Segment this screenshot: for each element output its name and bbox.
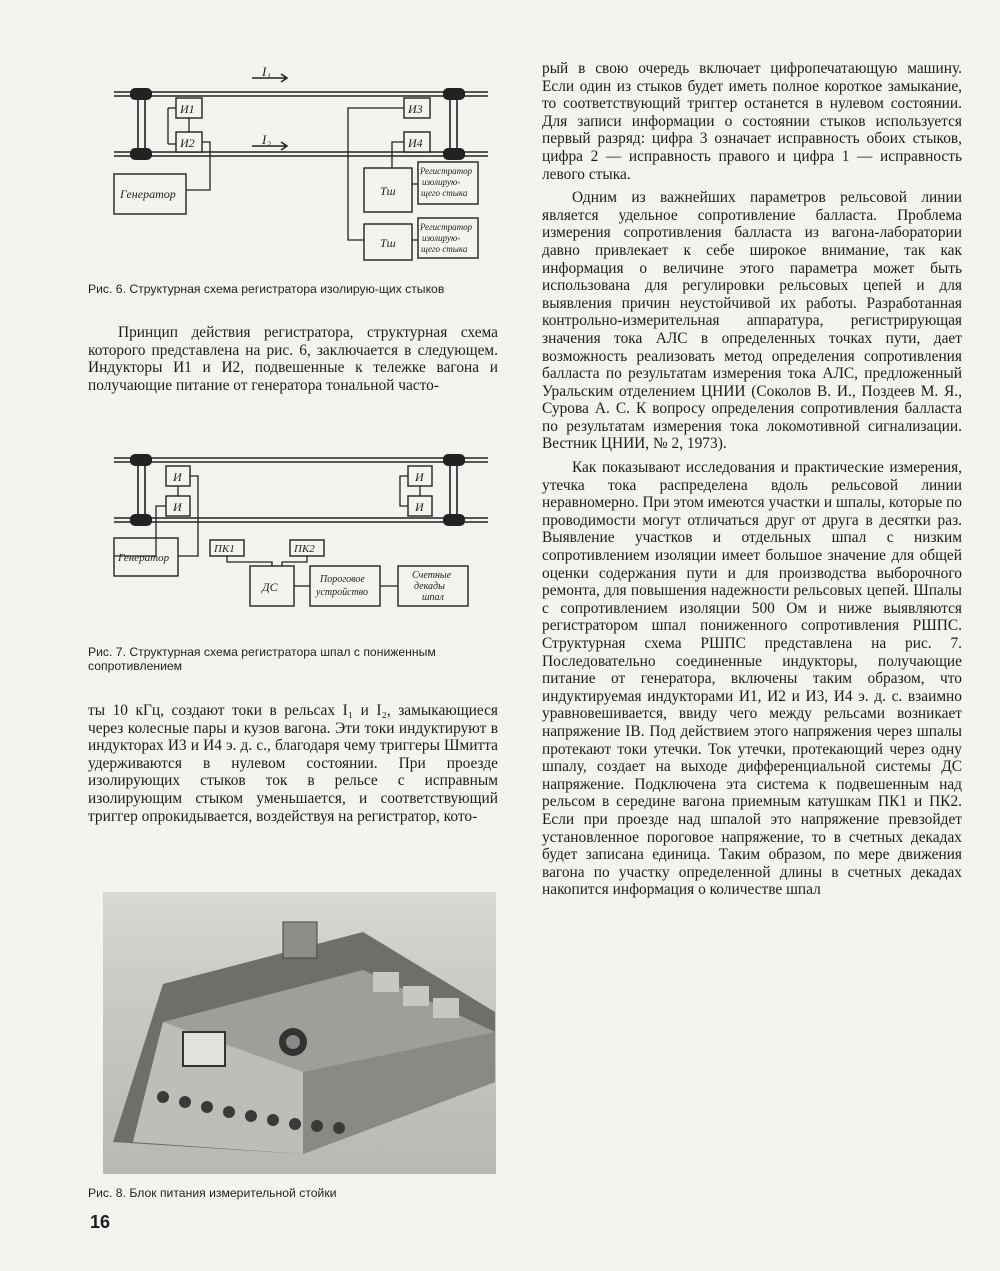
generator-label: Генератор	[118, 552, 170, 564]
trigger-label-1: Тш	[380, 184, 396, 198]
right-paragraph-1: рый в свою очередь включает цифропечатающую машину. Если один из стыков будет иметь полное короткое замыкание, то соответствующий триггер останется в нулевом состоянии. Для записи информации о состоянии стыков используется первый разряд: цифра 3 означает исправность обоих стыков, цифра 2 — исправность правого и цифра 1 — исправность левого стыка.	[542, 60, 962, 183]
inductor-label-1: И1	[180, 102, 195, 116]
decades-line-2: декады	[414, 581, 445, 592]
inductor-label-3: И3	[408, 102, 423, 116]
threshold-line-1: Пороговое	[320, 574, 365, 585]
inductor-label-c: И	[415, 470, 424, 484]
register-2-line-1: Регистратор	[420, 222, 473, 232]
figure-8-caption: Рис. 8. Блок питания измерительной стойки	[88, 1186, 337, 1200]
figure-6-caption: Рис. 6. Структурная схема регистратора изолирую-щих стыков	[88, 282, 445, 296]
register-1-line-2: изолирую-	[422, 177, 461, 187]
register-2-line-2: изолирую-	[422, 233, 461, 243]
inductor-label-4: И4	[408, 136, 423, 150]
current-label-i1: I₁	[262, 64, 271, 79]
figure-6-diagram	[112, 64, 492, 264]
decades-line-1: Счетные	[412, 570, 452, 581]
left-paragraph-2: ты 10 кГц, создают токи в рельсах I₁ и I₂, замыкающиеся через колесные пары и кузов вагона. Эти токи индуктируют в индукторах И3 и И4 э. д. с., благодаря чему триггеры Шмитта удерживаются в нулевом состоянии. При проезде изолирующих стыков ток в рельсе с исправным изолирующим стыком уменьшается, и соответствующий триггер опрокидывается, воздействуя на регистратор, кото-	[88, 702, 498, 825]
left-paragraph-1: Принцип действия регистратора, структурная схема которого представлена на рис. 6, заключается в следующем. Индукторы И1 и И2, подвешенные к тележке вагона и получающие питание от генератора тональной часто-	[88, 324, 498, 394]
figure-7-caption: Рис. 7. Структурная схема регистратора шпал с пониженным сопротивлением	[88, 645, 436, 673]
inductor-label-b: И	[173, 500, 182, 514]
register-1-line-3: щего стыка	[421, 188, 468, 198]
register-1-line-1: Регистратор	[420, 166, 473, 176]
pickup-coil-2-label: ПК2	[294, 543, 315, 555]
threshold-line-2: устройство	[316, 587, 368, 598]
figure-8-photo	[103, 892, 496, 1174]
right-column	[542, 60, 962, 899]
figure-7-diagram	[112, 448, 492, 618]
trigger-label-2: Тш	[380, 236, 396, 250]
right-paragraph-3: Как показывают исследования и практические измерения, утечка тока распределена вдоль рельсовой линии неравномерно. При этом имеются участки и шпалы, которые по проводимости могут отличаться друг от друга в десятки раз. Выявление участков и отдельных шпал с низким сопротивлением изоляции имеет большое значение для общей оценки содержания пути и для производства выборочного ремонта, для повышения надежности рельсовых цепей. Шпалы с сопротивлением изоляции 500 Ом и ниже выявляются регистратором шпал пониженного сопротивления РШПС. Структурная схема РШПС представлена на рис. 7. Последовательно соединенные индукторы, получающие питание от генератора, включены таким образом, что индуктируемая индукторами И1, И2 и И3, И4 э. д. с. взаимно уравновешивается, ввиду чего между рельсами возникает напряжение IВ. Под действием этого напряжения через шпалы протекают токи утечки. Ток утечки, протекающий через одну шпалу, создает на выходе дифференциальной системы ДС напряжение. Подключена эта система к подвешенным над рельсом в середине вагона приемным катушкам ПК1 и ПК2. Если при проезде над шпалой это напряжение превзойдет установленное пороговое напряжение, то в счетных декадах будет записана единица. Таким образом, по мере движения вагона по участку определенной длины в счетных декадах накопится информация о количестве шпал	[542, 459, 962, 899]
differential-system-label: ДС	[262, 580, 278, 594]
decades-line-3: шпал	[422, 592, 444, 603]
right-paragraph-2: Одним из важнейших параметров рельсовой линии является удельное сопротивление балласта. Проблема измерения сопротивления балласта из вагона-лаборатории давно привлекает к себе широкое внимание, так как информация о величине этого параметра может быть использована для регулировки рельсовых цепей и для выявления причин неустойчивой их работы. Разработанная контрольно-измерительная аппаратура, регистрирующая значения тока АЛС в определенных точках пути, дает возможность реализовать метод определения сопротивления балласта по результатам измерения тока АЛС, предложенный Уральским отделением ЦНИИ (Соколов В. И., Поздеев М. Я., Сурова А. С. К вопросу определения сопротивления балласта по результатам измерения тока локомотивной сигнализации. Вестник ЦНИИ, № 2, 1973).	[542, 189, 962, 453]
inductor-label-d: И	[415, 500, 424, 514]
register-2-line-3: щего стыка	[421, 244, 468, 254]
inductor-label-a: И	[173, 470, 182, 484]
page-number: 16	[90, 1212, 111, 1232]
current-label-i2: I₂	[262, 132, 271, 147]
inductor-label-2: И2	[180, 136, 195, 150]
generator-label: Генератор	[120, 187, 176, 201]
pickup-coil-1-label: ПК1	[214, 543, 235, 555]
